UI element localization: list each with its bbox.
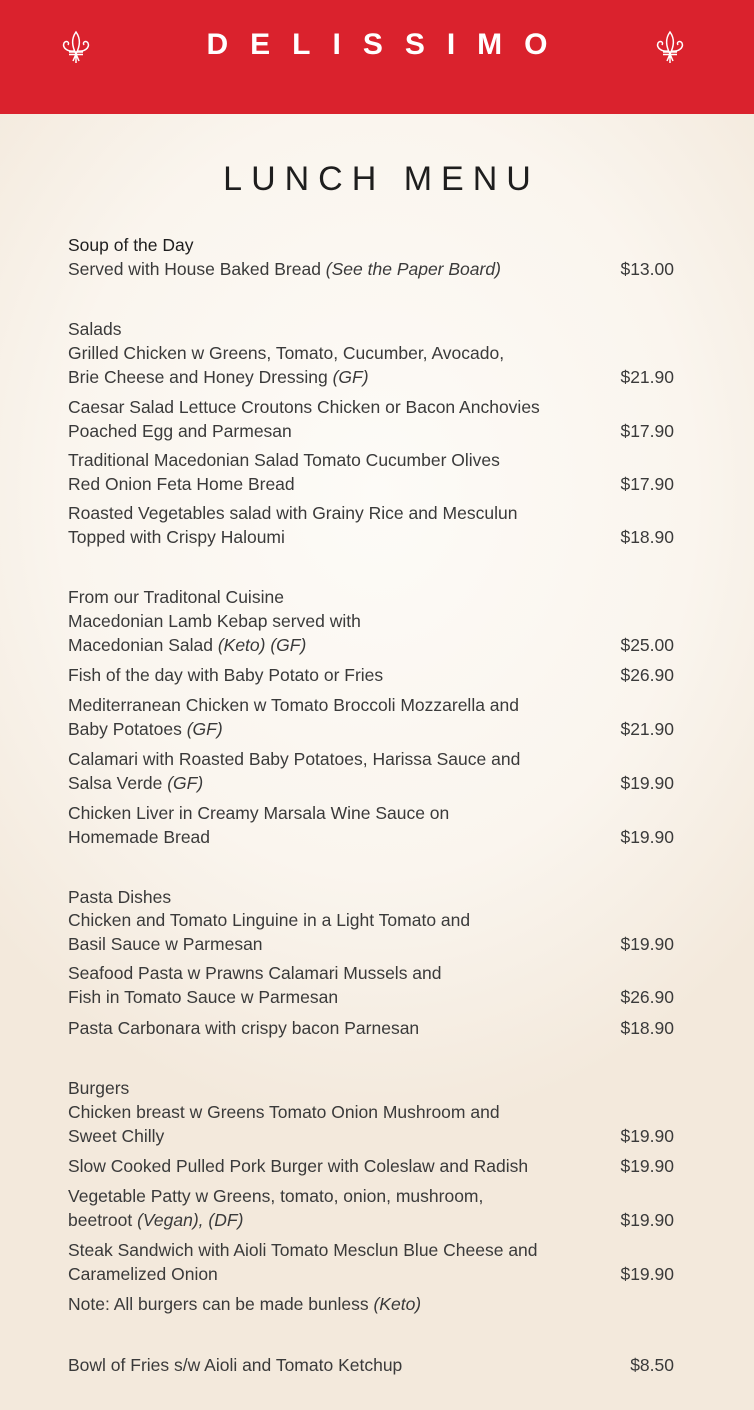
menu-item-soup bbox=[68, 234, 674, 281]
section-heading: From our Traditonal Cuisine bbox=[68, 587, 284, 607]
item-description: beetroot bbox=[68, 1209, 138, 1230]
menu-item bbox=[68, 802, 674, 849]
item-description: Chicken breast w Greens Tomato Onion Mushroom and bbox=[68, 1102, 500, 1122]
item-description: Poached Egg and Parmesan bbox=[68, 420, 292, 441]
section-heading: Burgers bbox=[68, 1078, 130, 1098]
item-price: $26.90 bbox=[620, 986, 674, 1007]
item-description: Sweet Chilly bbox=[68, 1125, 165, 1146]
menu-item bbox=[68, 1185, 674, 1232]
item-note: (GF) bbox=[332, 366, 369, 387]
item-description: Fish of the day with Baby Potato or Fries bbox=[68, 665, 384, 685]
item-description: Seafood Pasta w Prawns Calamari Mussels and bbox=[68, 963, 442, 983]
item-description: Bowl of Fries s/w Aioli and Tomato Ketchup bbox=[68, 1355, 403, 1375]
item-note: (Keto) (GF) bbox=[217, 634, 307, 655]
item-description: Pasta Carbonara with crispy bacon Parnesan bbox=[68, 1018, 420, 1038]
item-description: Vegetable Patty w Greens, tomato, onion, mushroom, bbox=[68, 1186, 484, 1206]
item-note: (GF) bbox=[167, 772, 204, 793]
item-description: Chicken Liver in Creamy Marsala Wine Sauce on bbox=[68, 803, 450, 823]
menu-item bbox=[68, 1155, 674, 1179]
item-price: $19.90 bbox=[620, 772, 674, 793]
item-note: (Vegan), (DF) bbox=[137, 1209, 244, 1230]
section-heading: Soup of the Day bbox=[68, 235, 194, 255]
menu-item bbox=[68, 694, 674, 741]
item-price: $19.90 bbox=[620, 1156, 674, 1176]
menu-item bbox=[68, 449, 674, 496]
item-description: Basil Sauce w Parmesan bbox=[68, 933, 263, 954]
item-note: (GF) bbox=[186, 718, 223, 739]
menu-item bbox=[68, 748, 674, 795]
item-description: Calamari with Roasted Baby Potatoes, Harissa Sauce and bbox=[68, 749, 521, 769]
menu-item bbox=[68, 909, 674, 956]
item-price: $18.90 bbox=[620, 1018, 674, 1038]
note-text: Note: All burgers can be made bunless bbox=[68, 1294, 374, 1314]
item-price: $19.90 bbox=[620, 1263, 674, 1284]
item-description: Mediterranean Chicken w Tomato Broccoli Mozzarella and bbox=[68, 695, 520, 715]
menu-item bbox=[68, 962, 674, 1009]
item-price: $19.90 bbox=[620, 1125, 674, 1146]
item-description: Caesar Salad Lettuce Croutons Chicken or Bacon Anchovies bbox=[68, 397, 540, 417]
fleur-de-lis-icon bbox=[652, 30, 688, 66]
item-description: Homemade Bread bbox=[68, 826, 211, 847]
item-description: Served with House Baked Bread bbox=[68, 258, 326, 279]
menu-item bbox=[68, 1239, 674, 1286]
menu-item bbox=[68, 342, 674, 389]
burgers-note bbox=[68, 1293, 674, 1317]
item-price: $19.90 bbox=[620, 933, 674, 954]
menu-item bbox=[68, 396, 674, 443]
item-price: $8.50 bbox=[630, 1355, 674, 1375]
item-note: (Keto) bbox=[373, 1294, 422, 1314]
item-price: $21.90 bbox=[620, 366, 674, 387]
item-price: $18.90 bbox=[620, 526, 674, 547]
menu-item bbox=[68, 502, 674, 549]
item-price: $25.00 bbox=[620, 634, 674, 655]
page-title: LUNCH MENU bbox=[223, 160, 540, 198]
item-price: $17.90 bbox=[620, 473, 674, 494]
item-description: Macedonian Lamb Kebap served with bbox=[68, 611, 361, 631]
item-price: $19.90 bbox=[620, 826, 674, 847]
item-price: $26.90 bbox=[620, 665, 674, 685]
item-description: Macedonian Salad bbox=[68, 634, 218, 655]
item-description: Steak Sandwich with Aioli Tomato Mesclun Blue Cheese and bbox=[68, 1240, 538, 1260]
menu-item bbox=[68, 1101, 674, 1148]
section-heading: Pasta Dishes bbox=[68, 887, 172, 907]
item-price: $21.90 bbox=[620, 718, 674, 739]
item-description: Brie Cheese and Honey Dressing bbox=[68, 366, 333, 387]
header-banner bbox=[0, 0, 754, 114]
item-price: $17.90 bbox=[620, 420, 674, 441]
item-description: Red Onion Feta Home Bread bbox=[68, 473, 295, 494]
item-description: Caramelized Onion bbox=[68, 1263, 218, 1284]
menu-item bbox=[68, 1017, 674, 1041]
item-note: (See the Paper Board) bbox=[325, 258, 501, 279]
item-price: $19.90 bbox=[620, 1209, 674, 1230]
menu-item bbox=[68, 610, 674, 657]
item-description: Slow Cooked Pulled Pork Burger with Coleslaw and Radish bbox=[68, 1156, 529, 1176]
item-price: $13.00 bbox=[620, 258, 674, 279]
menu-item-fries bbox=[68, 1354, 674, 1378]
item-description: Topped with Crispy Haloumi bbox=[68, 526, 285, 547]
item-description: Baby Potatoes bbox=[68, 718, 187, 739]
brand-name: DELISSIMO bbox=[206, 28, 570, 61]
item-description: Fish in Tomato Sauce w Parmesan bbox=[68, 986, 339, 1007]
section-heading: Salads bbox=[68, 319, 122, 339]
item-description: Roasted Vegetables salad with Grainy Rice and Mesculun bbox=[68, 503, 518, 523]
menu-item bbox=[68, 664, 674, 688]
item-description: Salsa Verde bbox=[68, 772, 168, 793]
item-description: Grilled Chicken w Greens, Tomato, Cucumber, Avocado, bbox=[68, 343, 505, 363]
item-description: Traditional Macedonian Salad Tomato Cucumber Olives bbox=[68, 450, 500, 470]
item-description: Chicken and Tomato Linguine in a Light Tomato and bbox=[68, 910, 471, 930]
